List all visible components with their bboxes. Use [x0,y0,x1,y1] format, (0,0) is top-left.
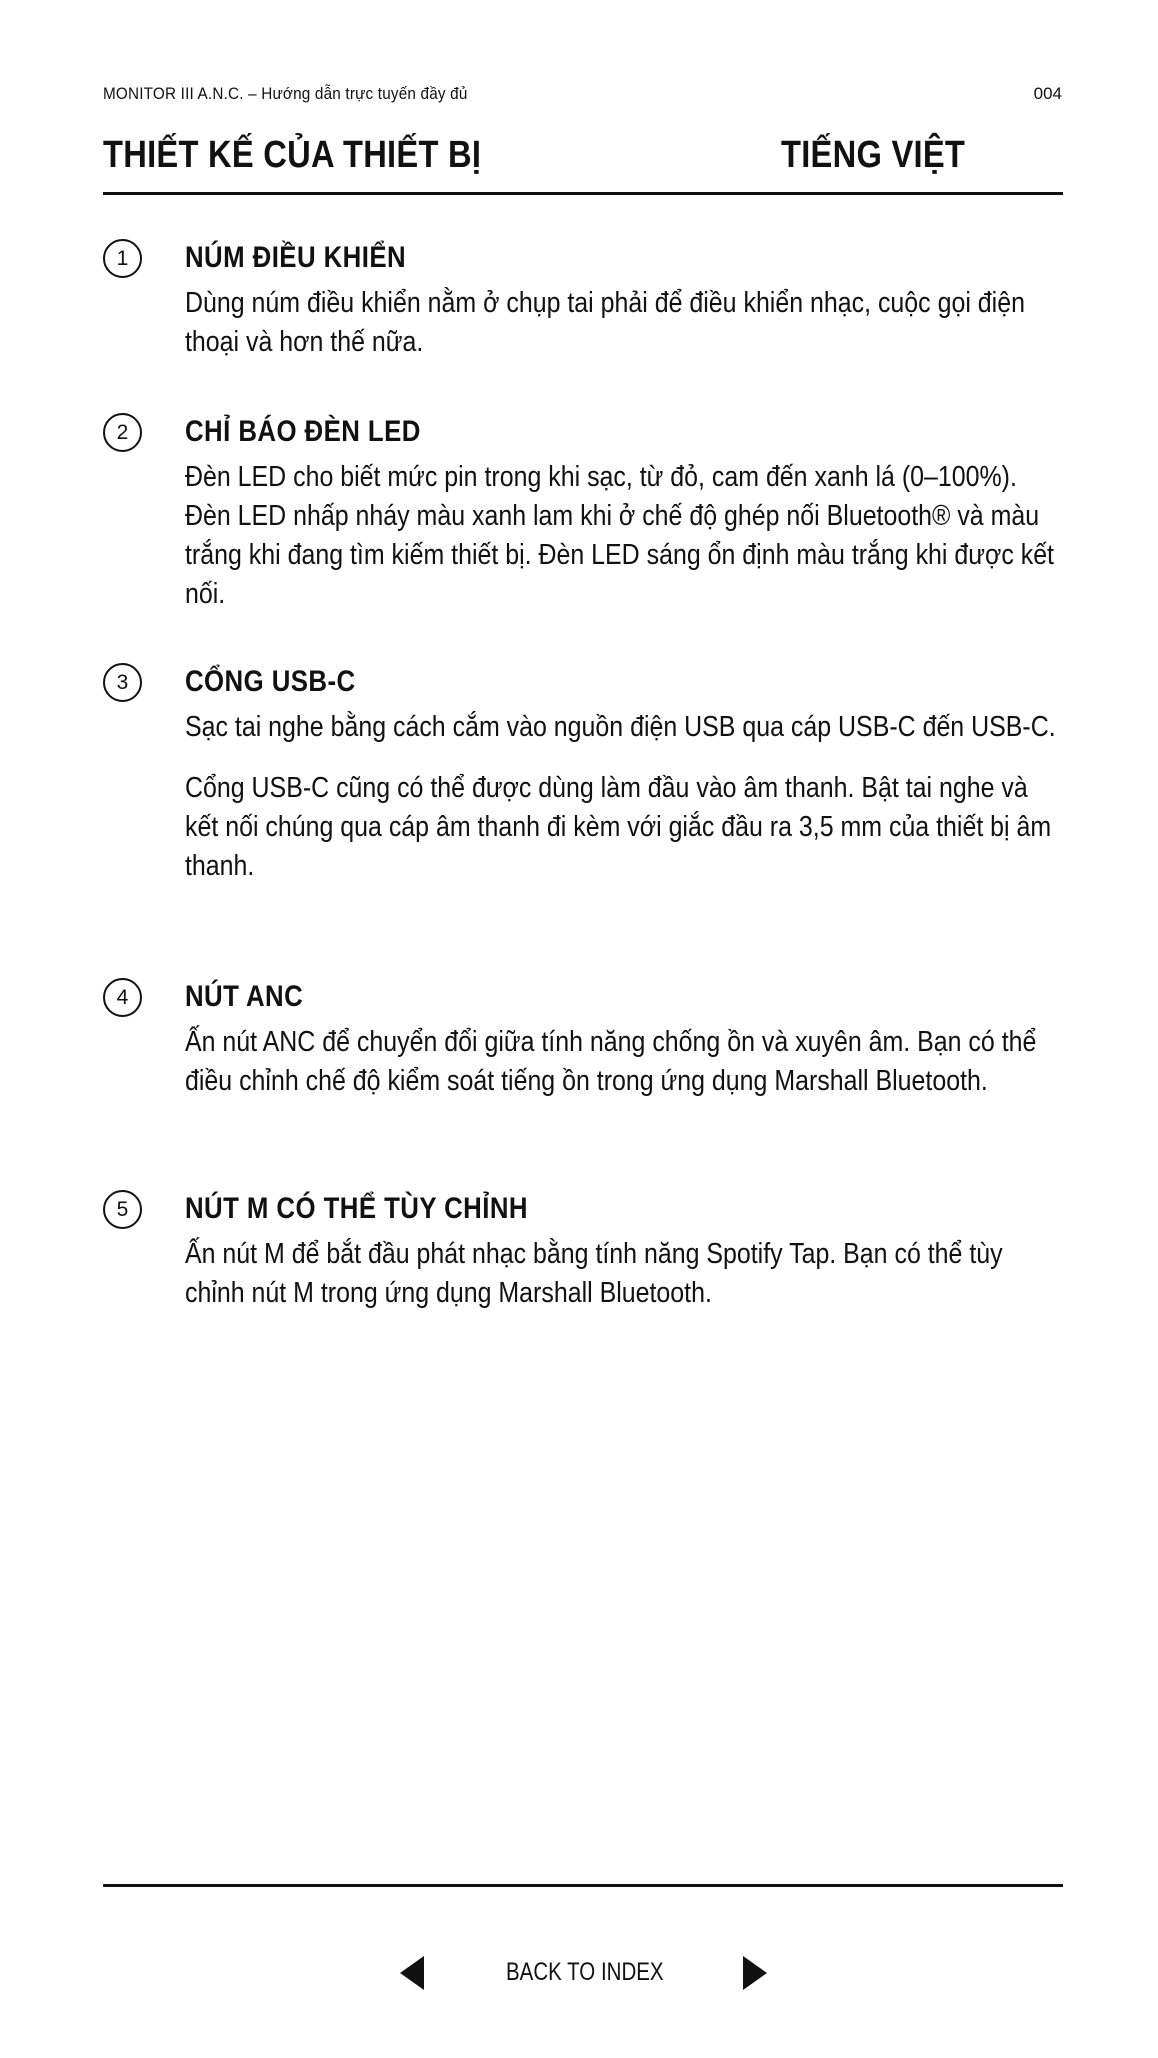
triangle-left-icon[interactable] [400,1956,424,1990]
number-badge: 2 [103,413,142,452]
language-label: TIẾNG VIỆT [781,134,966,176]
section-heading: NÚT M CÓ THỂ TÙY CHỈNH [185,1192,528,1225]
section-control-knob [103,236,1063,386]
page-title-row [103,134,1063,190]
section-paragraph: Đèn LED cho biết mức pin trong khi sạc, từ đỏ, cam đến xanh lá (0–100%). Đèn LED nhấp nháy màu xanh lam khi ở chế độ ghép nối Bluetooth® và màu trắng khi đang tìm kiếm thiết bị. Đèn LED sáng ổn định màu trắng khi được kết nối. [185,461,1055,610]
section-heading: CỔNG USB-C [185,665,356,698]
section-paragraph: Ấn nút ANC để chuyển đổi giữa tính năng chống ồn và xuyên âm. Bạn có thể điều chỉnh chế độ kiểm soát tiếng ồn trong ứng dụng Marshall Bluetooth. [185,1026,1037,1097]
footer-navigation [0,1950,1158,2000]
section-m-button [103,1187,1063,1327]
page-number: 004 [1033,84,1062,103]
section-heading: NÚT ANC [185,980,304,1013]
number-badge: 3 [103,663,142,702]
number-badge: 1 [103,239,142,278]
back-to-index-link[interactable]: BACK TO INDEX [506,1958,664,1986]
bottom-divider [103,1884,1063,1887]
section-heading: CHỈ BÁO ĐÈN LED [185,415,421,448]
feature-list [103,236,1063,1327]
number-badge: 5 [103,1190,142,1229]
running-header [103,84,966,104]
page-title: THIẾT KẾ CỦA THIẾT BỊ [103,134,482,176]
section-paragraph: Sạc tai nghe bằng cách cắm vào nguồn điện USB qua cáp USB-C đến USB-C. [185,711,1056,743]
section-heading: NÚM ĐIỀU KHIỂN [185,241,407,274]
section-paragraph: Cổng USB-C cũng có thể được dùng làm đầu vào âm thanh. Bật tai nghe và kết nối chúng qua cáp âm thanh đi kèm với giắc đầu ra 3,5 mm của thiết bị âm thanh. [185,772,1052,882]
triangle-right-icon[interactable] [743,1956,767,1990]
number-badge: 4 [103,978,142,1017]
section-led-indicator [103,410,1063,660]
section-usb-c-port [103,660,1063,950]
section-paragraph: Ấn nút M để bắt đầu phát nhạc bằng tính năng Spotify Tap. Bạn có thể tùy chỉnh nút M trong ứng dụng Marshall Bluetooth. [185,1238,1003,1309]
document-title: MONITOR III A.N.C. – Hướng dẫn trực tuyến đầy đủ [103,84,468,103]
section-anc-button [103,975,1063,1187]
section-paragraph: Dùng núm điều khiển nằm ở chụp tai phải để điều khiển nhạc, cuộc gọi điện thoại và hơn thế nữa. [185,287,1025,358]
top-divider [103,192,1063,195]
